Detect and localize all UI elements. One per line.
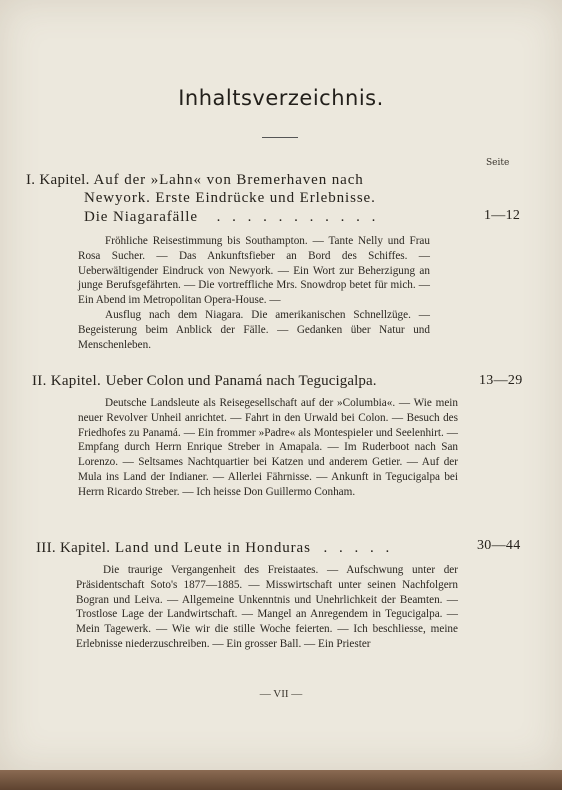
chapter-2-heading bbox=[32, 373, 377, 390]
chapter-2-summary-paragraph-1: Deutsche Landsleute als Reisegesellschaft auf der »Columbia«. — Wie mein neuer Revolver Unheil anrichtet. — Fahrt in den Urwald bei Colon. — Besuch des Friedhofes zu Panamá. — Ein frommer »Padre« als Montespieler und Seelenhirt. — Empfang durch Herrn Enrique Streber in Amapala. — Im Ruderboot nach San Lorenzo. — Seltsames Nachtquartier bei Katzen und anderem Getier. — Auf der Mula ins Land der Indianer. — Allerlei Fährnisse. — Ankunft in Tegucigalpa bei Herrn Ricardo Streber. — Ich heisse Don Guillermo Conham. bbox=[78, 397, 458, 498]
chapter-1-title-part-2: Newyork. Erste Eindrücke und Erlebnisse. bbox=[84, 190, 376, 206]
chapter-1-title-part-1: Auf der »Lahn« von Bremerhaven nach bbox=[93, 172, 364, 188]
chapter-1-title-part-3: Die Niagarafälle bbox=[84, 209, 198, 225]
chapter-1-summary-paragraph-1: Fröhliche Reisestimmung bis Southampton. — Tante Nelly und Frau Rosa Sucher. — Das Ankunftsfieber an Bord des Schiffes. — Ueberwältigender Eindruck von Newyork. — Ein Wort zur Beherzigung an junge Berufsgefährten. — Die vortreffliche Mrs. Snowdrop betet für mich. — Ein Abend im Metropolitan Opera-House. — bbox=[78, 235, 430, 307]
page-title: Inhaltsverzeichnis. bbox=[178, 86, 384, 110]
chapter-1-summary-paragraph-2: Ausflug nach dem Niagara. Die amerikanischen Schnellzüge. — Begeisterung beim Anblick der Fälle. — Gedanken über Natur und Menschenleben. bbox=[78, 308, 430, 351]
chapter-2-number: II. Kapitel. bbox=[32, 373, 101, 389]
chapter-1-leader-dots: . . . . . . . . . . . bbox=[216, 209, 380, 225]
chapter-2-title: Ueber Colon und Panamá nach Tegucigalpa. bbox=[105, 373, 377, 389]
chapter-1-number: I. Kapitel. bbox=[26, 172, 90, 188]
chapter-3-pages: 30—44 bbox=[477, 538, 521, 553]
chapter-2-summary bbox=[78, 396, 458, 500]
chapter-3-title: Land und Leute in Honduras bbox=[114, 540, 311, 556]
chapter-3-leader-dots: . . . . . bbox=[323, 540, 394, 556]
page-column-header: Seite bbox=[486, 158, 510, 168]
chapter-1-heading-line-3 bbox=[84, 209, 379, 226]
chapter-3-summary-paragraph-1: Die traurige Vergangenheit des Freistaates. — Aufschwung unter der Präsidentschaft Soto's 1877—1885. — Misswirtschaft unter seinen Nachfolgern Bogran und Leiva. — Allgemeine Unkenntnis und Unehrlichkeit der Beamten. — Trostlose Lage der Landwirtschaft. — Mangel an Anregendem in Tegucigalpa. — Mein Tagewerk. — Wie wir die stille Woche feierten. — Ich beschliesse, meine Erlebnisse niederzuschreiben. — Ein grosser Ball. — Ein Priester bbox=[76, 564, 458, 650]
chapter-3-heading bbox=[36, 540, 393, 557]
chapter-3-summary bbox=[76, 563, 458, 652]
chapter-2-pages: 13—29 bbox=[479, 373, 523, 388]
chapter-1-pages: 1—12 bbox=[484, 208, 521, 223]
chapter-1-summary bbox=[78, 234, 430, 352]
page-number: — VII — bbox=[259, 688, 303, 700]
book-cover-edge bbox=[0, 770, 562, 790]
title-divider bbox=[262, 137, 298, 138]
chapter-1-heading-line-1 bbox=[26, 172, 364, 189]
chapter-3-number: III. Kapitel. bbox=[36, 540, 111, 556]
